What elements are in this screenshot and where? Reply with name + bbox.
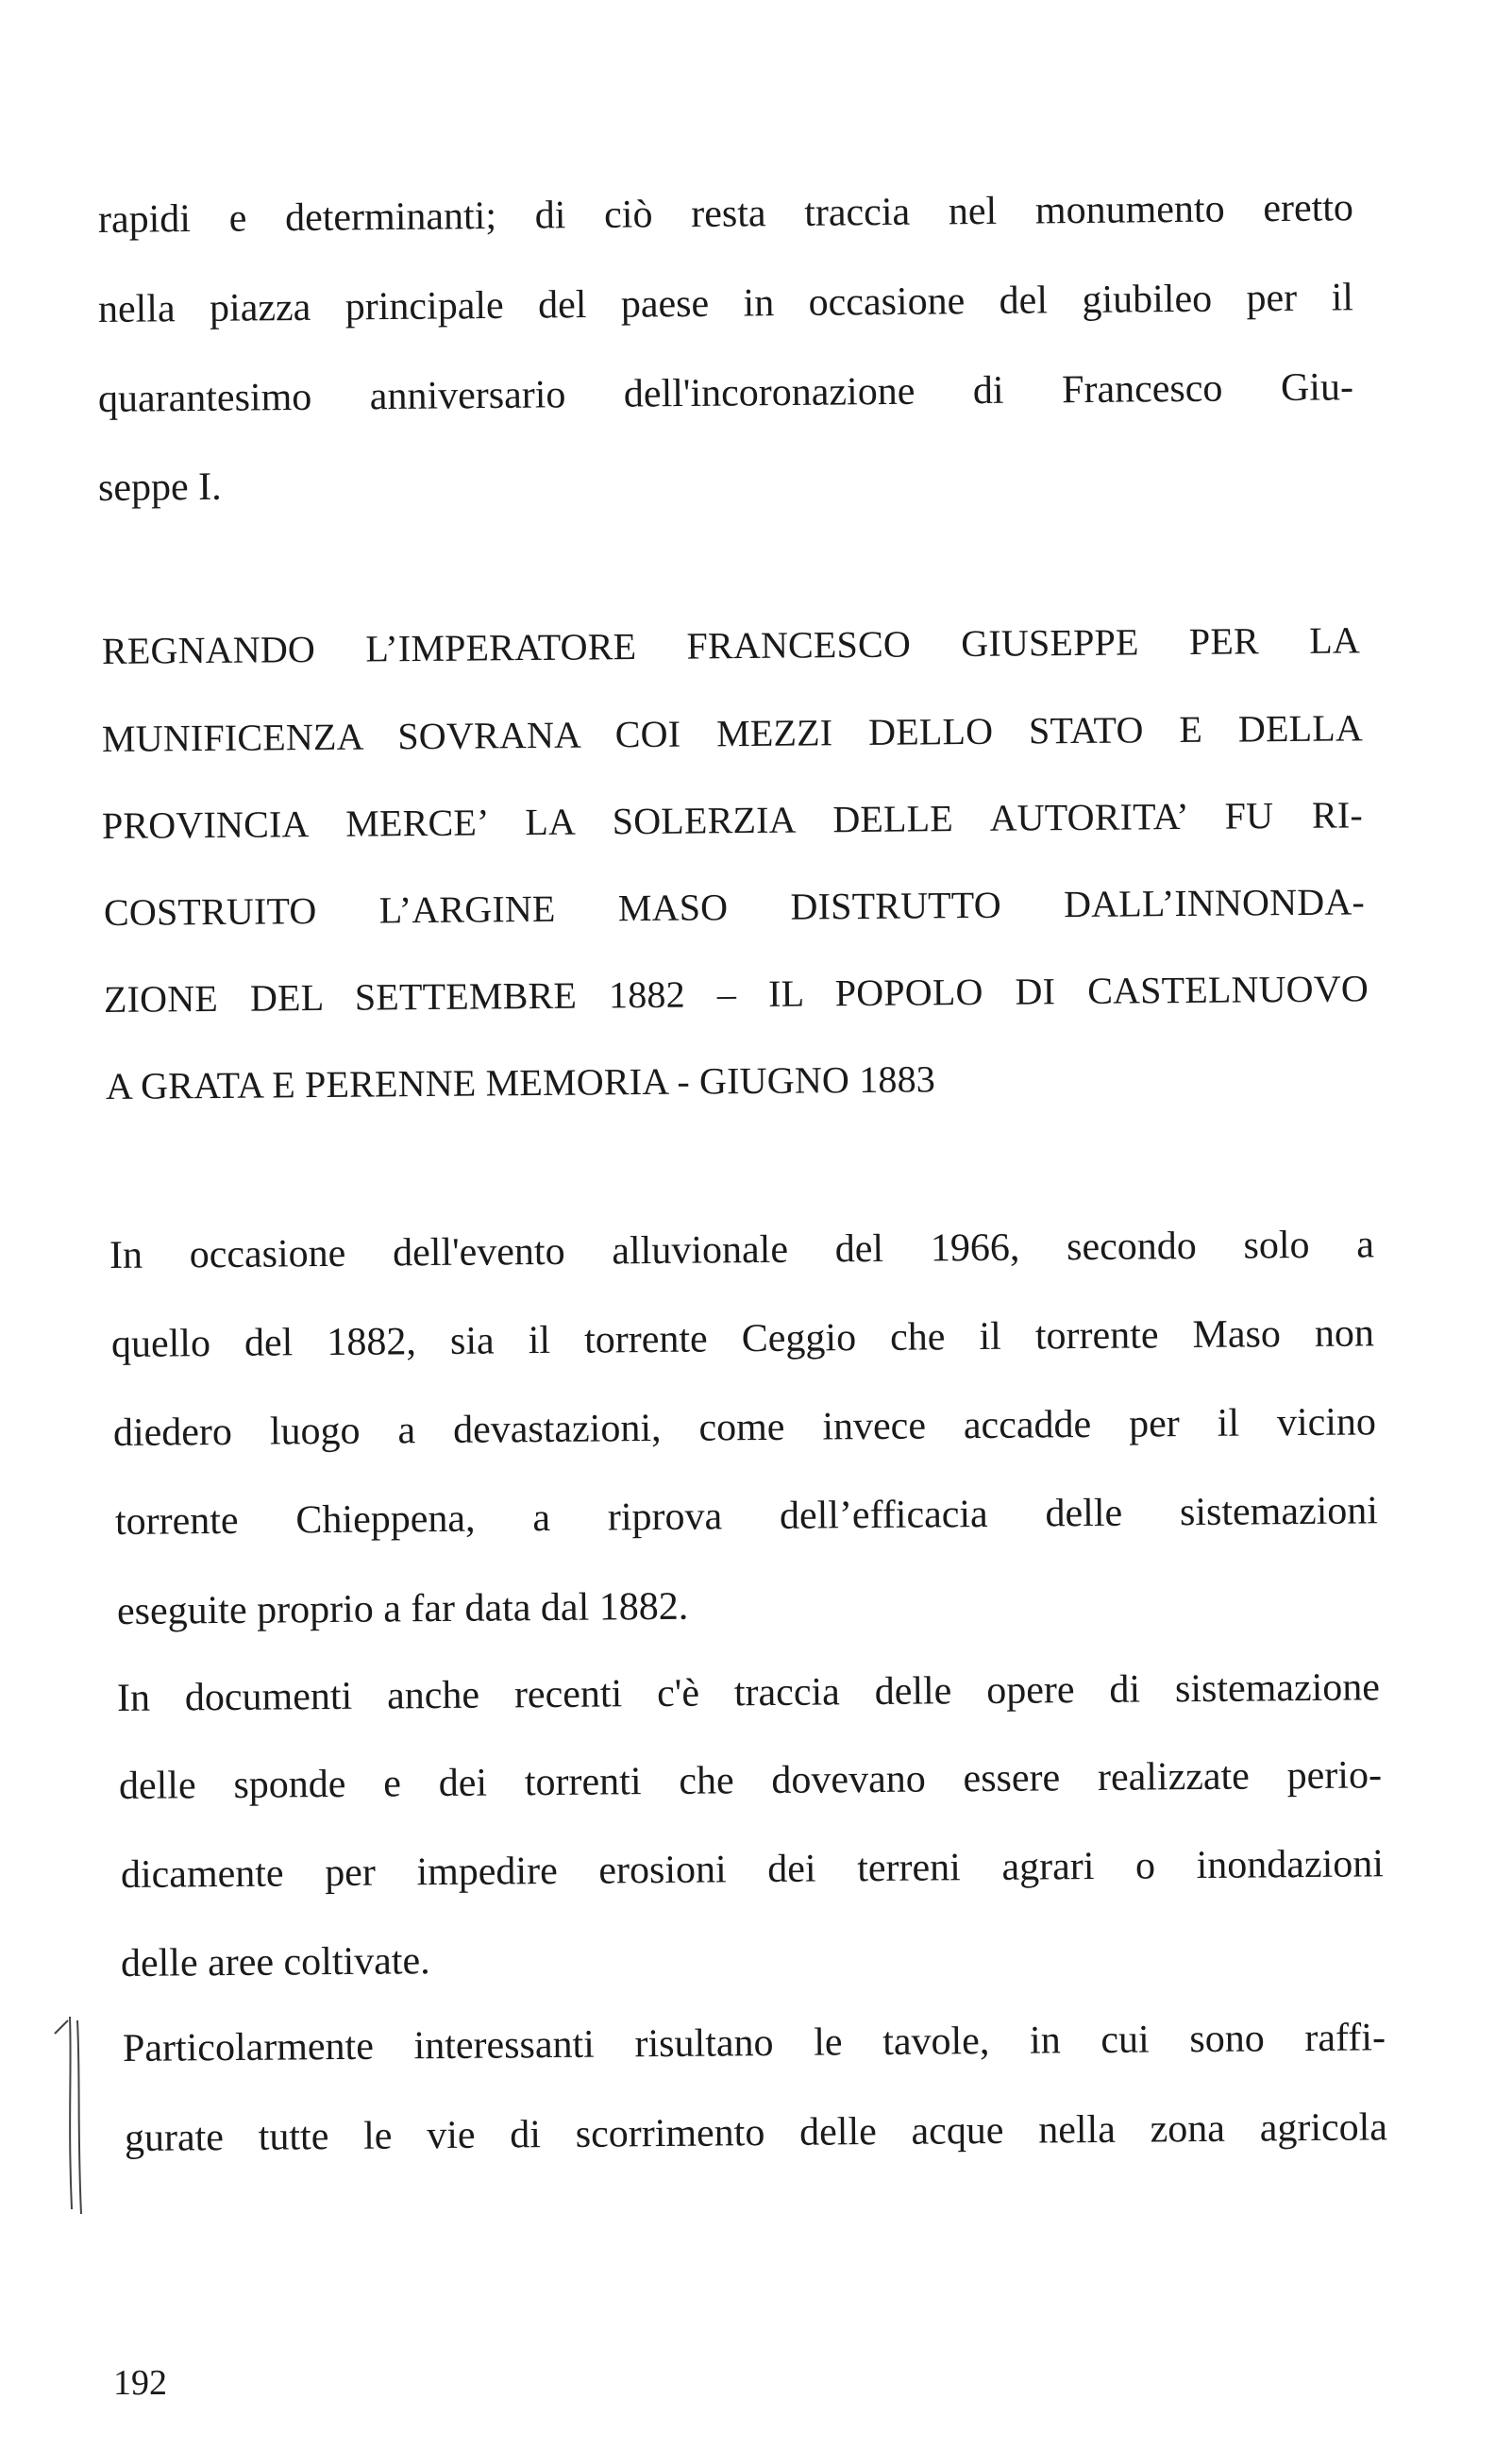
- inscription-line-6: A GRATA E PERENNE MEMORIA - GIUGNO 1883: [105, 1057, 936, 1107]
- intro-line-2: nella piazza principale del paese in occasione del giubileo per il: [97, 276, 1354, 331]
- documents-line-2: delle sponde e dei torrenti che dovevano essere realizzate perio-: [118, 1753, 1383, 1808]
- inscription-line-4: COSTRUITO L’ARGINE MASO DISTRUTTO DALL’INNONDA-: [103, 880, 1366, 934]
- margin-pen-mark: [49, 2011, 106, 2219]
- inscription-line-2: MUNIFICENZA SOVRANA COI MEZZI DELLO STATO E DELLA: [101, 706, 1364, 760]
- inscription-line-5: ZIONE DEL SETTEMBRE 1882 – IL POPOLO DI CASTELNUOVO: [103, 967, 1369, 1021]
- flood-line-5: eseguite proprio a far data dal 1882.: [116, 1584, 689, 1633]
- documents-line-1: In documenti anche recenti c'è traccia delle opere di sistemazione: [116, 1665, 1381, 1720]
- intro-line-1: rapidi e determinanti; di ciò resta traccia nel monumento eretto: [97, 186, 1354, 242]
- intro-line-3: quarantesimo anniversario dell'incoronazione di Francesco Giu-: [97, 365, 1354, 421]
- inscription-line-1: REGNANDO L’IMPERATORE FRANCESCO GIUSEPPE PER LA: [101, 618, 1361, 672]
- documents-line-4: delle aree coltivate.: [120, 1939, 430, 1985]
- flood-line-4: torrente Chieppena, a riprova dell’efficacia delle sistemazioni: [114, 1489, 1379, 1544]
- flood-line-1: In occasione dell'evento alluvionale del 1966, secondo solo a: [109, 1223, 1375, 1277]
- page-number: 192: [113, 2363, 167, 2403]
- tables-line-1: Particolarmente interessanti risultano le tavole, in cui sono raffi-: [122, 2016, 1386, 2070]
- inscription-line-3: PROVINCIA MERCE’ LA SOLERZIA DELLE AUTORITA’ FU RI-: [101, 793, 1364, 847]
- documents-line-3: dicamente per impedire erosioni dei terreni agrari o inondazioni: [120, 1842, 1385, 1897]
- flood-line-3: diedero luogo a devastazioni, come invece accadde per il vicino: [112, 1400, 1377, 1455]
- flood-line-2: quello del 1882, sia il torrente Ceggio che il torrente Maso non: [110, 1311, 1375, 1366]
- intro-line-4: seppe I.: [97, 465, 222, 510]
- tables-line-2: gurate tutte le vie di scorrimento delle acque nella zona agricola: [124, 2105, 1388, 2160]
